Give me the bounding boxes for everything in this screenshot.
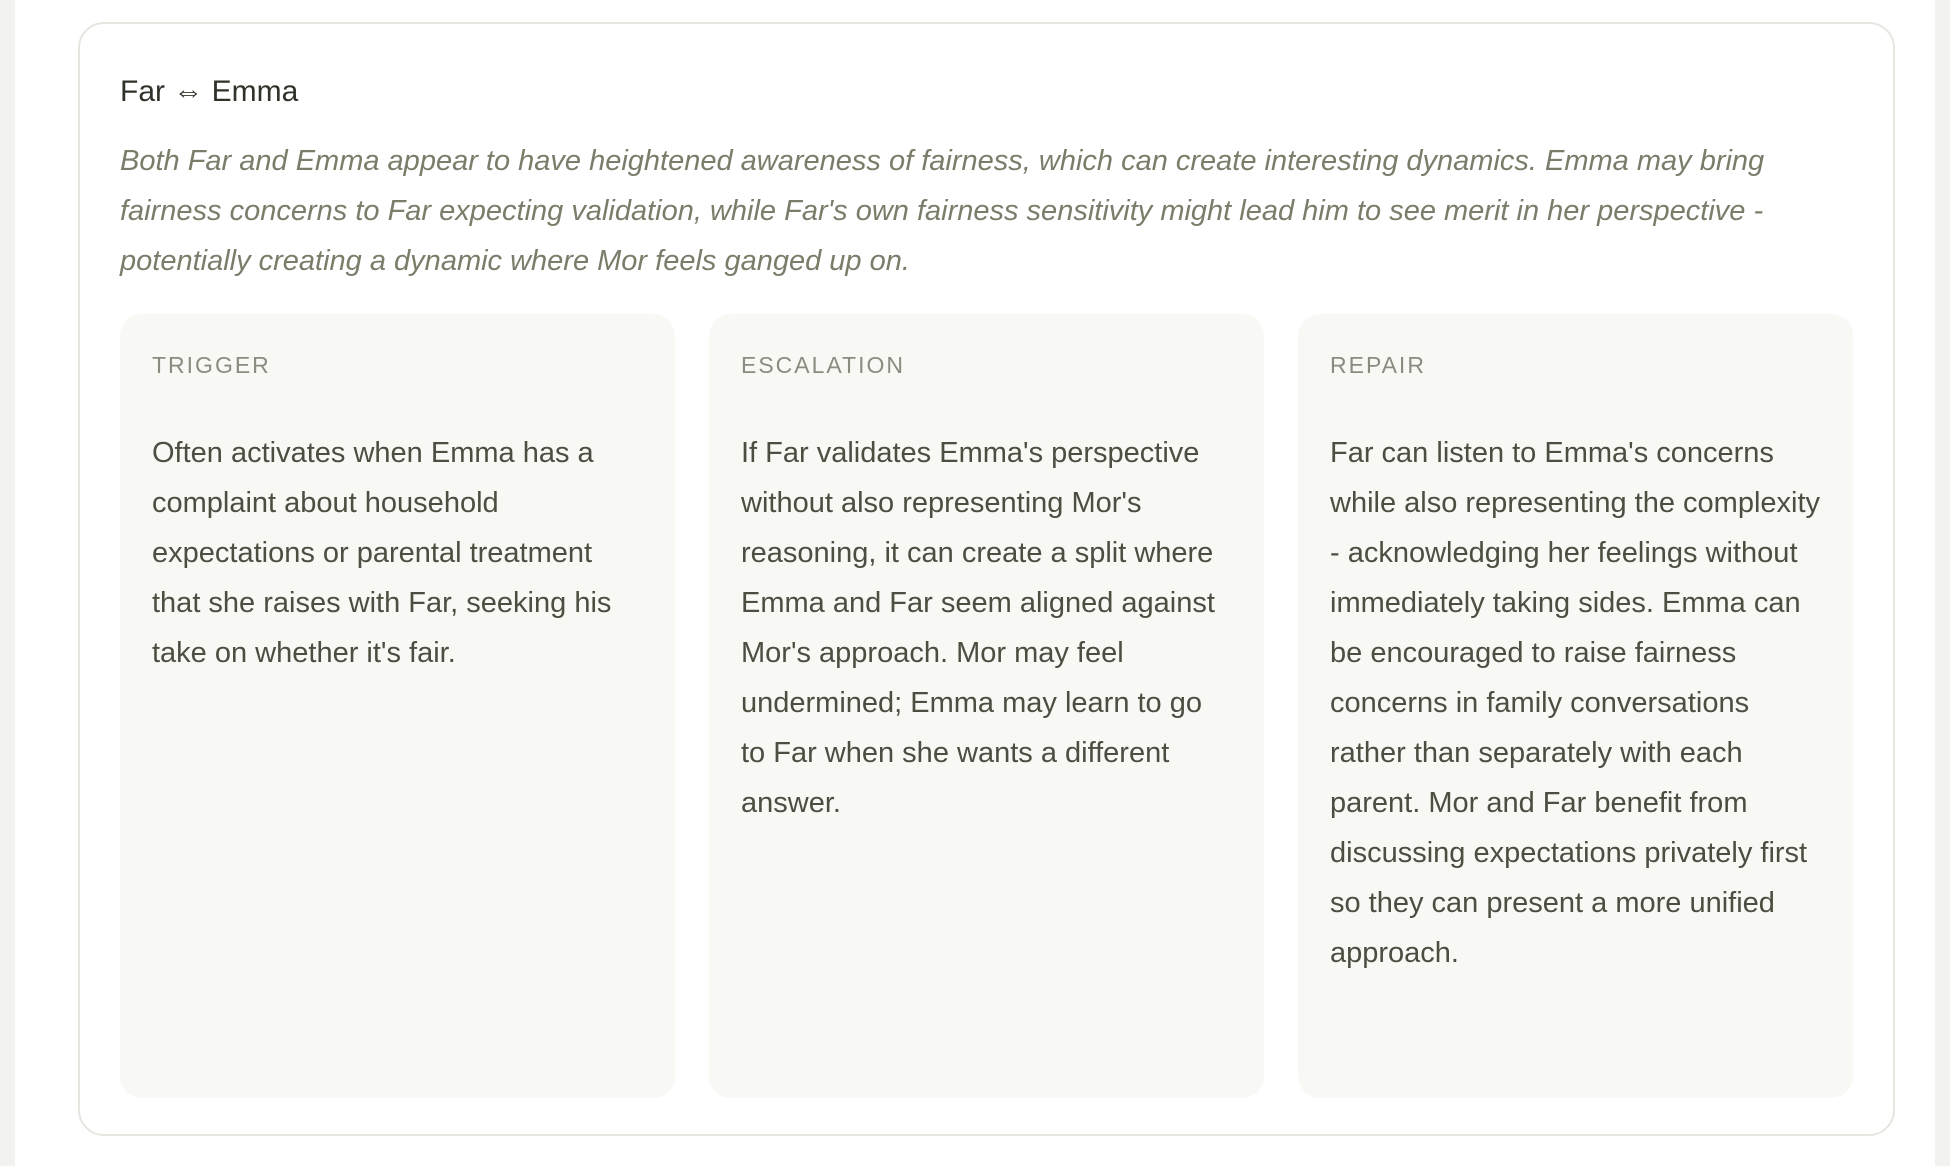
- repair-text: Far can listen to Emma's concerns while also representing the complexity - acknowledging her feelings without immediately taking sides. Emma can be encouraged to raise fairness concerns in family conversations rather than separately with each parent. Mor and Far benefit from discussing expectations privately first so they can present a more unified approach.: [1330, 437, 1821, 969]
- repair-label: REPAIR: [1330, 352, 1426, 378]
- dynamics-columns: [120, 314, 1853, 1098]
- relationship-summary: Both Far and Emma appear to have heightened awareness of fairness, which can create interesting dynamics. Emma may bring fairness concerns to Far expecting validation, while Far's own fairness sensitivity might lead him to see merit in her perspective - potentially creating a dynamic where Mor feels ganged up on.: [120, 145, 1765, 277]
- relationship-title: Far ⇔ Emma: [120, 75, 299, 108]
- trigger-text: Often activates when Emma has a complaint about household expectations or parental treatment that she raises with Far, seeking his take on whether it's fair.: [152, 437, 612, 669]
- escalation-label: ESCALATION: [741, 352, 905, 378]
- trigger-panel: [120, 314, 675, 1098]
- escalation-text: If Far validates Emma's perspective without also representing Mor's reasoning, it can create a split where Emma and Far seem aligned against Mor's approach. Mor may feel undermined; Emma may learn to go to Far when she wants a different answer.: [741, 437, 1215, 819]
- trigger-label: TRIGGER: [152, 352, 271, 378]
- escalation-panel: [709, 314, 1264, 1098]
- relationship-card: [78, 22, 1895, 1136]
- page: [15, 0, 1935, 1166]
- repair-panel: [1298, 314, 1853, 1098]
